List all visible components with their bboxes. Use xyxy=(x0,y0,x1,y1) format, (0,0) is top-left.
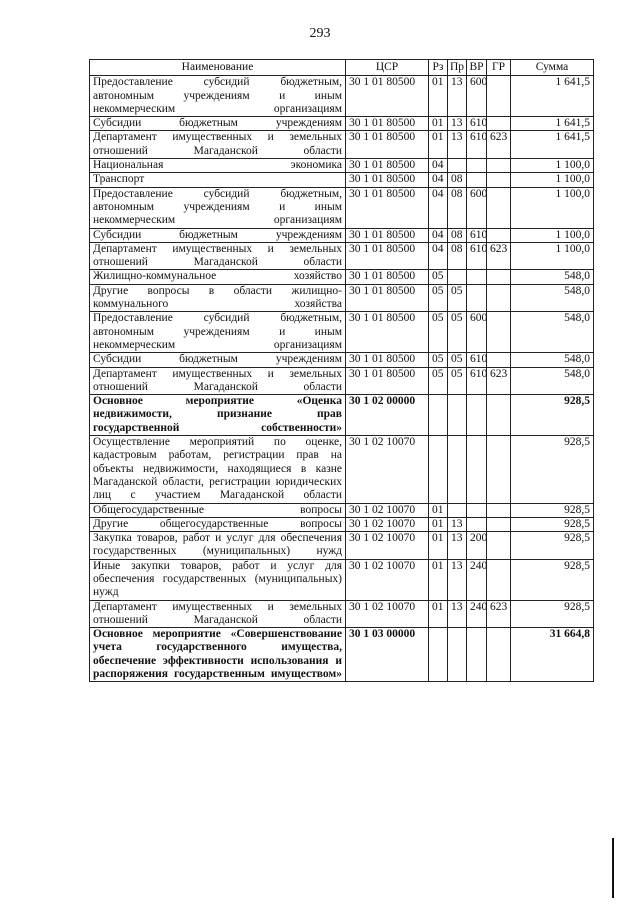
cell-gr xyxy=(487,517,511,531)
header-sum: Сумма xyxy=(511,60,594,76)
cell-sum: 548,0 xyxy=(511,284,594,312)
cell-vr xyxy=(467,159,487,173)
cell-sum: 1 100,0 xyxy=(511,173,594,187)
header-csr: ЦСР xyxy=(346,60,429,76)
cell-name: Закупка товаров, работ и услуг для обеспечения государственных (муниципальных) нужд xyxy=(90,532,346,560)
table-row xyxy=(90,117,594,131)
cell-pr: 08 xyxy=(448,173,467,187)
cell-name: Субсидии бюджетным учреждениям xyxy=(90,228,346,242)
cell-sum: 928,5 xyxy=(511,532,594,560)
table-row xyxy=(90,600,594,628)
cell-sum: 1 100,0 xyxy=(511,159,594,173)
cell-pr: 08 xyxy=(448,228,467,242)
cell-name: Предоставление субсидий бюджетным, автономным учреждениям и иным некоммерческим организациям xyxy=(90,76,346,117)
cell-gr xyxy=(487,187,511,228)
cell-gr xyxy=(487,117,511,131)
cell-csr: 30 1 01 80500 xyxy=(346,131,429,159)
cell-csr: 30 1 02 10070 xyxy=(346,600,429,628)
cell-vr: 610 xyxy=(467,242,487,270)
cell-pr: 13 xyxy=(448,600,467,628)
cell-sum: 548,0 xyxy=(511,270,594,284)
cell-rz: 04 xyxy=(429,242,448,270)
cell-vr xyxy=(467,395,487,436)
cell-pr: 05 xyxy=(448,284,467,312)
cell-rz: 01 xyxy=(429,76,448,117)
cell-name: Транспорт xyxy=(90,173,346,187)
cell-csr: 30 1 02 10070 xyxy=(346,532,429,560)
table-row xyxy=(90,270,594,284)
table-row xyxy=(90,228,594,242)
table-header-row xyxy=(90,60,594,76)
header-pr: Пр xyxy=(448,60,467,76)
cell-rz xyxy=(429,436,448,503)
table-row xyxy=(90,312,594,353)
cell-name: Предоставление субсидий бюджетным, автономным учреждениям и иным некоммерческим организациям xyxy=(90,187,346,228)
cell-name: Другие общегосударственные вопросы xyxy=(90,517,346,531)
cell-gr xyxy=(487,395,511,436)
cell-rz: 04 xyxy=(429,187,448,228)
cell-pr xyxy=(448,628,467,682)
table-row xyxy=(90,503,594,517)
cell-sum: 1 100,0 xyxy=(511,242,594,270)
table-row xyxy=(90,187,594,228)
cell-name: Жилищно-коммунальное хозяйство xyxy=(90,270,346,284)
cell-csr: 30 1 02 10070 xyxy=(346,436,429,503)
table-row xyxy=(90,173,594,187)
cell-pr: 13 xyxy=(448,117,467,131)
cell-vr: 240 xyxy=(467,559,487,600)
cell-sum: 928,5 xyxy=(511,517,594,531)
cell-csr: 30 1 01 80500 xyxy=(346,173,429,187)
cell-csr: 30 1 01 80500 xyxy=(346,117,429,131)
cell-sum: 928,5 xyxy=(511,559,594,600)
cell-name: Департамент имущественных и земельных отношений Магаданской области xyxy=(90,600,346,628)
cell-name: Национальная экономика xyxy=(90,159,346,173)
cell-gr xyxy=(487,503,511,517)
header-gr: ГР xyxy=(487,60,511,76)
cell-pr xyxy=(448,270,467,284)
table-row xyxy=(90,353,594,367)
cell-name: Предоставление субсидий бюджетным, автономным учреждениям и иным некоммерческим организациям xyxy=(90,312,346,353)
cell-name: Департамент имущественных и земельных отношений Магаданской области xyxy=(90,367,346,395)
cell-rz: 05 xyxy=(429,367,448,395)
cell-gr xyxy=(487,353,511,367)
cell-pr: 05 xyxy=(448,312,467,353)
page-number: 293 xyxy=(309,26,331,41)
cell-csr: 30 1 01 80500 xyxy=(346,270,429,284)
cell-rz: 01 xyxy=(429,117,448,131)
table-row xyxy=(90,131,594,159)
cell-sum: 1 641,5 xyxy=(511,76,594,117)
cell-csr: 30 1 02 00000 xyxy=(346,395,429,436)
cell-vr xyxy=(467,503,487,517)
cell-rz: 01 xyxy=(429,559,448,600)
cell-name: Основное мероприятие «Оценка недвижимости, признание прав государственной собственности» xyxy=(90,395,346,436)
cell-gr xyxy=(487,270,511,284)
cell-vr xyxy=(467,628,487,682)
cell-csr: 30 1 03 00000 xyxy=(346,628,429,682)
cell-vr xyxy=(467,270,487,284)
cell-csr: 30 1 02 10070 xyxy=(346,559,429,600)
cell-csr: 30 1 01 80500 xyxy=(346,159,429,173)
cell-gr xyxy=(487,159,511,173)
table-row xyxy=(90,242,594,270)
cell-gr: 623 xyxy=(487,242,511,270)
cell-pr: 05 xyxy=(448,353,467,367)
table-row xyxy=(90,628,594,682)
cell-name: Осуществление мероприятий по оценке, кадастровым работам, регистрации прав на объекты недвижимости, находящиеся в казне Магаданской области, регистрации юридических лиц с участием Магаданской области xyxy=(90,436,346,503)
cell-csr: 30 1 01 80500 xyxy=(346,187,429,228)
cell-gr: 623 xyxy=(487,600,511,628)
cell-csr: 30 1 02 10070 xyxy=(346,517,429,531)
cell-sum: 548,0 xyxy=(511,312,594,353)
cell-gr xyxy=(487,628,511,682)
cell-vr: 610 xyxy=(467,367,487,395)
cell-vr xyxy=(467,517,487,531)
table-row xyxy=(90,532,594,560)
cell-rz: 04 xyxy=(429,228,448,242)
table-body xyxy=(90,76,594,682)
cell-pr: 13 xyxy=(448,76,467,117)
cell-pr xyxy=(448,395,467,436)
cell-gr xyxy=(487,559,511,600)
table-row xyxy=(90,517,594,531)
cell-pr xyxy=(448,159,467,173)
cell-rz xyxy=(429,628,448,682)
cell-csr: 30 1 01 80500 xyxy=(346,353,429,367)
cell-name: Общегосударственные вопросы xyxy=(90,503,346,517)
cell-vr: 610 xyxy=(467,353,487,367)
cell-vr: 200 xyxy=(467,532,487,560)
cell-csr: 30 1 01 80500 xyxy=(346,228,429,242)
table-row xyxy=(90,395,594,436)
cell-csr: 30 1 02 10070 xyxy=(346,503,429,517)
cell-rz: 01 xyxy=(429,131,448,159)
cell-name: Субсидии бюджетным учреждениям xyxy=(90,117,346,131)
budget-table xyxy=(89,59,594,682)
cell-vr: 600 xyxy=(467,187,487,228)
table-row xyxy=(90,367,594,395)
cell-csr: 30 1 01 80500 xyxy=(346,76,429,117)
cell-csr: 30 1 01 80500 xyxy=(346,367,429,395)
cell-name: Другие вопросы в области жилищно-коммунального хозяйства xyxy=(90,284,346,312)
cell-gr xyxy=(487,312,511,353)
cell-sum: 31 664,8 xyxy=(511,628,594,682)
cell-rz: 01 xyxy=(429,532,448,560)
table-row xyxy=(90,159,594,173)
cell-pr: 05 xyxy=(448,367,467,395)
cell-pr: 13 xyxy=(448,131,467,159)
cell-name: Департамент имущественных и земельных отношений Магаданской области xyxy=(90,242,346,270)
cell-name: Иные закупки товаров, работ и услуг для обеспечения государственных (муниципальных) нужд xyxy=(90,559,346,600)
cell-sum: 928,5 xyxy=(511,436,594,503)
cell-rz: 04 xyxy=(429,173,448,187)
cell-vr: 610 xyxy=(467,131,487,159)
cell-rz: 05 xyxy=(429,312,448,353)
cell-sum: 928,5 xyxy=(511,395,594,436)
cell-rz: 01 xyxy=(429,503,448,517)
cell-csr: 30 1 01 80500 xyxy=(346,242,429,270)
cell-rz: 01 xyxy=(429,517,448,531)
cell-pr xyxy=(448,436,467,503)
cell-vr: 600 xyxy=(467,312,487,353)
cell-gr xyxy=(487,76,511,117)
header-rz: Рз xyxy=(429,60,448,76)
cell-sum: 1 641,5 xyxy=(511,117,594,131)
cell-rz: 01 xyxy=(429,600,448,628)
cell-pr: 13 xyxy=(448,559,467,600)
cell-name: Субсидии бюджетным учреждениям xyxy=(90,353,346,367)
cell-gr xyxy=(487,436,511,503)
cell-sum: 548,0 xyxy=(511,367,594,395)
cell-gr xyxy=(487,532,511,560)
cell-pr: 13 xyxy=(448,532,467,560)
cell-sum: 1 641,5 xyxy=(511,131,594,159)
cell-pr xyxy=(448,503,467,517)
cell-name: Департамент имущественных и земельных отношений Магаданской области xyxy=(90,131,346,159)
table-row xyxy=(90,559,594,600)
header-vr: ВР xyxy=(467,60,487,76)
cell-vr: 610 xyxy=(467,117,487,131)
cell-vr xyxy=(467,173,487,187)
cell-rz xyxy=(429,395,448,436)
cell-name: Основное мероприятие «Совершенствование учета государственного имущества, обеспечение эффективности использования и распоряжения государственным имуществом» xyxy=(90,628,346,682)
table-row xyxy=(90,76,594,117)
cell-rz: 05 xyxy=(429,353,448,367)
cell-rz: 05 xyxy=(429,270,448,284)
cell-sum: 1 100,0 xyxy=(511,187,594,228)
cell-csr: 30 1 01 80500 xyxy=(346,284,429,312)
cell-vr: 600 xyxy=(467,76,487,117)
cell-pr: 08 xyxy=(448,187,467,228)
cell-pr: 08 xyxy=(448,242,467,270)
cell-sum: 1 100,0 xyxy=(511,228,594,242)
cell-vr xyxy=(467,436,487,503)
cell-csr: 30 1 01 80500 xyxy=(346,312,429,353)
cell-gr xyxy=(487,173,511,187)
scan-edge-mark xyxy=(612,838,614,898)
table-row xyxy=(90,284,594,312)
cell-gr: 623 xyxy=(487,367,511,395)
cell-vr xyxy=(467,284,487,312)
cell-sum: 928,5 xyxy=(511,600,594,628)
cell-gr: 623 xyxy=(487,131,511,159)
cell-pr: 13 xyxy=(448,517,467,531)
cell-vr: 240 xyxy=(467,600,487,628)
cell-sum: 548,0 xyxy=(511,353,594,367)
cell-vr: 610 xyxy=(467,228,487,242)
header-name: Наименование xyxy=(90,60,346,76)
cell-rz: 04 xyxy=(429,159,448,173)
cell-gr xyxy=(487,228,511,242)
cell-rz: 05 xyxy=(429,284,448,312)
cell-gr xyxy=(487,284,511,312)
cell-sum: 928,5 xyxy=(511,503,594,517)
table-row xyxy=(90,436,594,503)
